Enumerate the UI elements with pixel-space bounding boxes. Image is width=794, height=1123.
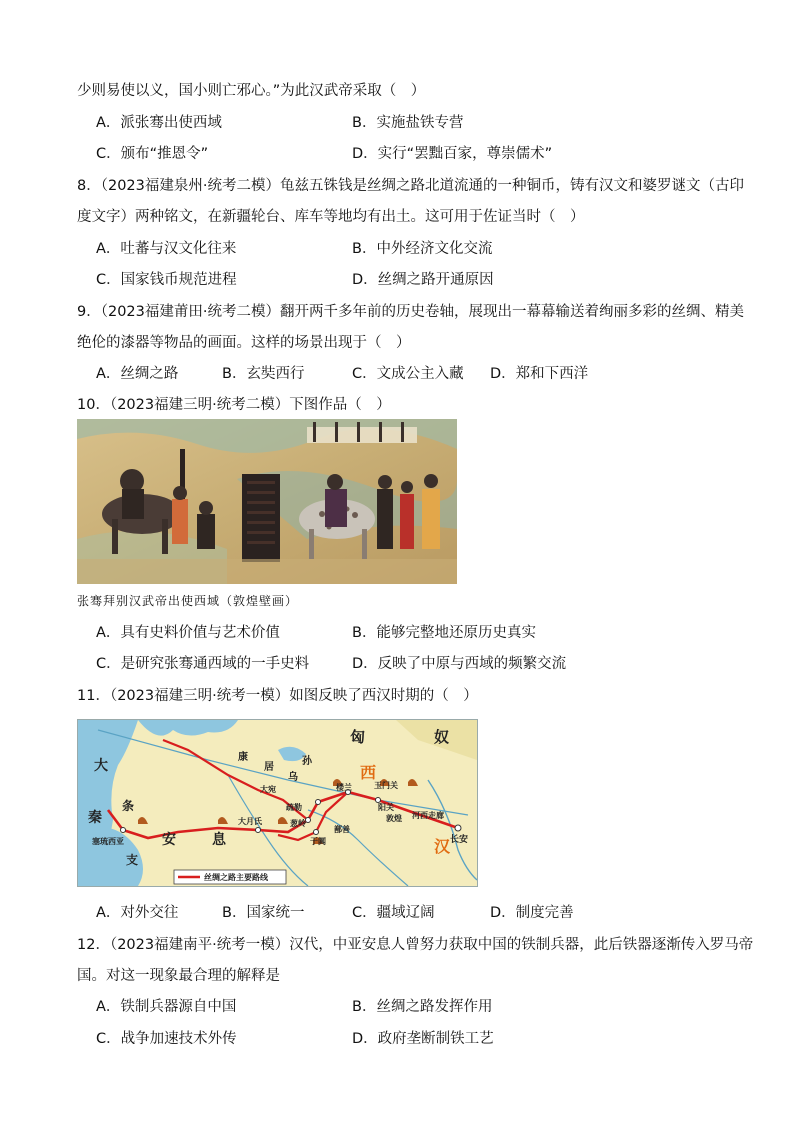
question-text-cont: 国。对这一现象最合理的解释是 [77,968,280,984]
option-c[interactable]: C．文成公主入藏 [352,366,464,382]
label-changan: 长安 [450,835,469,845]
option-c[interactable]: C．是研究张骞通西域的一手史料 [96,656,310,672]
legend-label: 丝绸之路主要路线 [204,873,268,882]
label-dayuan: 大宛 [260,785,276,794]
label-zhi: 支 [126,853,139,867]
question-text: 10．（2023福建三明·统考二模）下图作品（ ） [77,397,391,413]
question-text: 12．（2023福建南平·统考一模）汉代，中亚安息人曾努力获取中国的铁制兵器，此后铁器逐渐传入罗马帝 [77,937,754,953]
label-shule: 疏勒 [286,803,302,812]
label-xi2: 息 [212,832,226,848]
option-b[interactable]: B．实施盐铁专营 [352,115,464,131]
option-b[interactable]: B．国家统一 [222,905,305,921]
label-xiongnu-2: 奴 [434,728,450,746]
option-a[interactable]: A．具有史料价值与艺术价值 [96,625,280,641]
option-d[interactable]: D．实行“罢黜百家，尊崇儒术” [352,146,553,162]
label-tiao: 条 [122,799,135,813]
label-dunhuang: 敦煌 [386,814,402,823]
silk-road-map [77,719,478,887]
question-text: 少则易使以义，国小则亡邪心。”为此汉武帝采取（ ） [77,83,426,99]
question-text: 9．（2023福建莆田·统考二模）翻开两千多年前的历史卷轴，展现出一幕幕输送着绚丽多彩的丝绸、精美 [77,304,744,320]
option-c[interactable]: C．颁布“推恩令” [96,146,209,162]
label-qin: 秦 [88,810,102,826]
label-da: 大 [94,758,108,774]
dunhuang-mural-image [77,419,457,584]
option-c[interactable]: C．战争加速技术外传 [96,1031,237,1047]
option-d[interactable]: D．郑和下西洋 [490,366,589,382]
option-d[interactable]: D．反映了中原与西域的频繁交流 [352,656,567,672]
label-dayuezhi: 大月氏 [238,817,262,826]
label-xi: 西 [360,763,377,782]
question-text: 8．（2023福建泉州·统考二模）龟兹五铢钱是丝绸之路北道流通的一种铜币，铸有汉文和婆罗谜文（古印 [77,178,744,194]
option-b[interactable]: B．玄奘西行 [222,366,305,382]
option-d[interactable]: D．丝绸之路开通原因 [352,272,494,288]
label-an: 安 [162,832,176,848]
option-c[interactable]: C．疆域辽阔 [352,905,435,921]
option-d[interactable]: D．制度完善 [490,905,574,921]
label-sun: 孙 [302,756,312,767]
question-text: 11．（2023福建三明·统考一模）如图反映了西汉时期的（ ） [77,688,478,704]
label-seleucia: 塞琉西亚 [92,837,124,846]
map-illustration [78,720,477,886]
label-han: 汉 [434,837,451,856]
option-b[interactable]: B．中外经济文化交流 [352,241,493,257]
option-a[interactable]: A．吐蕃与汉文化往来 [96,241,237,257]
question-text-cont: 度文字）两种铭文，在新疆轮台、库车等地均有出土。这可用于佐证当时（ ） [77,209,585,225]
option-a[interactable]: A．对外交往 [96,905,179,921]
label-hexi: 河西走廊 [412,811,444,820]
label-wu: 乌 [288,772,298,783]
option-b[interactable]: B．能够完整地还原历史真实 [352,625,536,641]
label-shanshan: 鄯善 [334,825,350,834]
label-yangguan: 阳关 [378,803,394,812]
option-a[interactable]: A．派张骞出使西域 [96,115,222,131]
option-a[interactable]: A．铁制兵器源自中国 [96,999,237,1015]
label-kang: 康 [238,752,248,763]
figure-caption: 张骞拜别汉武帝出使西域（敦煌壁画） [77,594,299,608]
label-xiongnu-1: 匈 [350,728,366,746]
label-yumenguan: 玉门关 [374,781,398,790]
label-loulan: 楼兰 [336,783,352,792]
option-d[interactable]: D．政府垄断制铁工艺 [352,1031,494,1047]
label-congling: 葱岭 [290,819,306,828]
option-b[interactable]: B．丝绸之路发挥作用 [352,999,493,1015]
label-yutian: 于阗 [310,837,326,846]
mural-illustration [77,419,457,584]
label-ju: 居 [264,762,274,773]
option-a[interactable]: A．丝绸之路 [96,366,179,382]
option-c[interactable]: C．国家钱币规范进程 [96,272,237,288]
question-text-cont: 绝伦的漆器等物品的画面。这样的场景出现于（ ） [77,335,411,351]
